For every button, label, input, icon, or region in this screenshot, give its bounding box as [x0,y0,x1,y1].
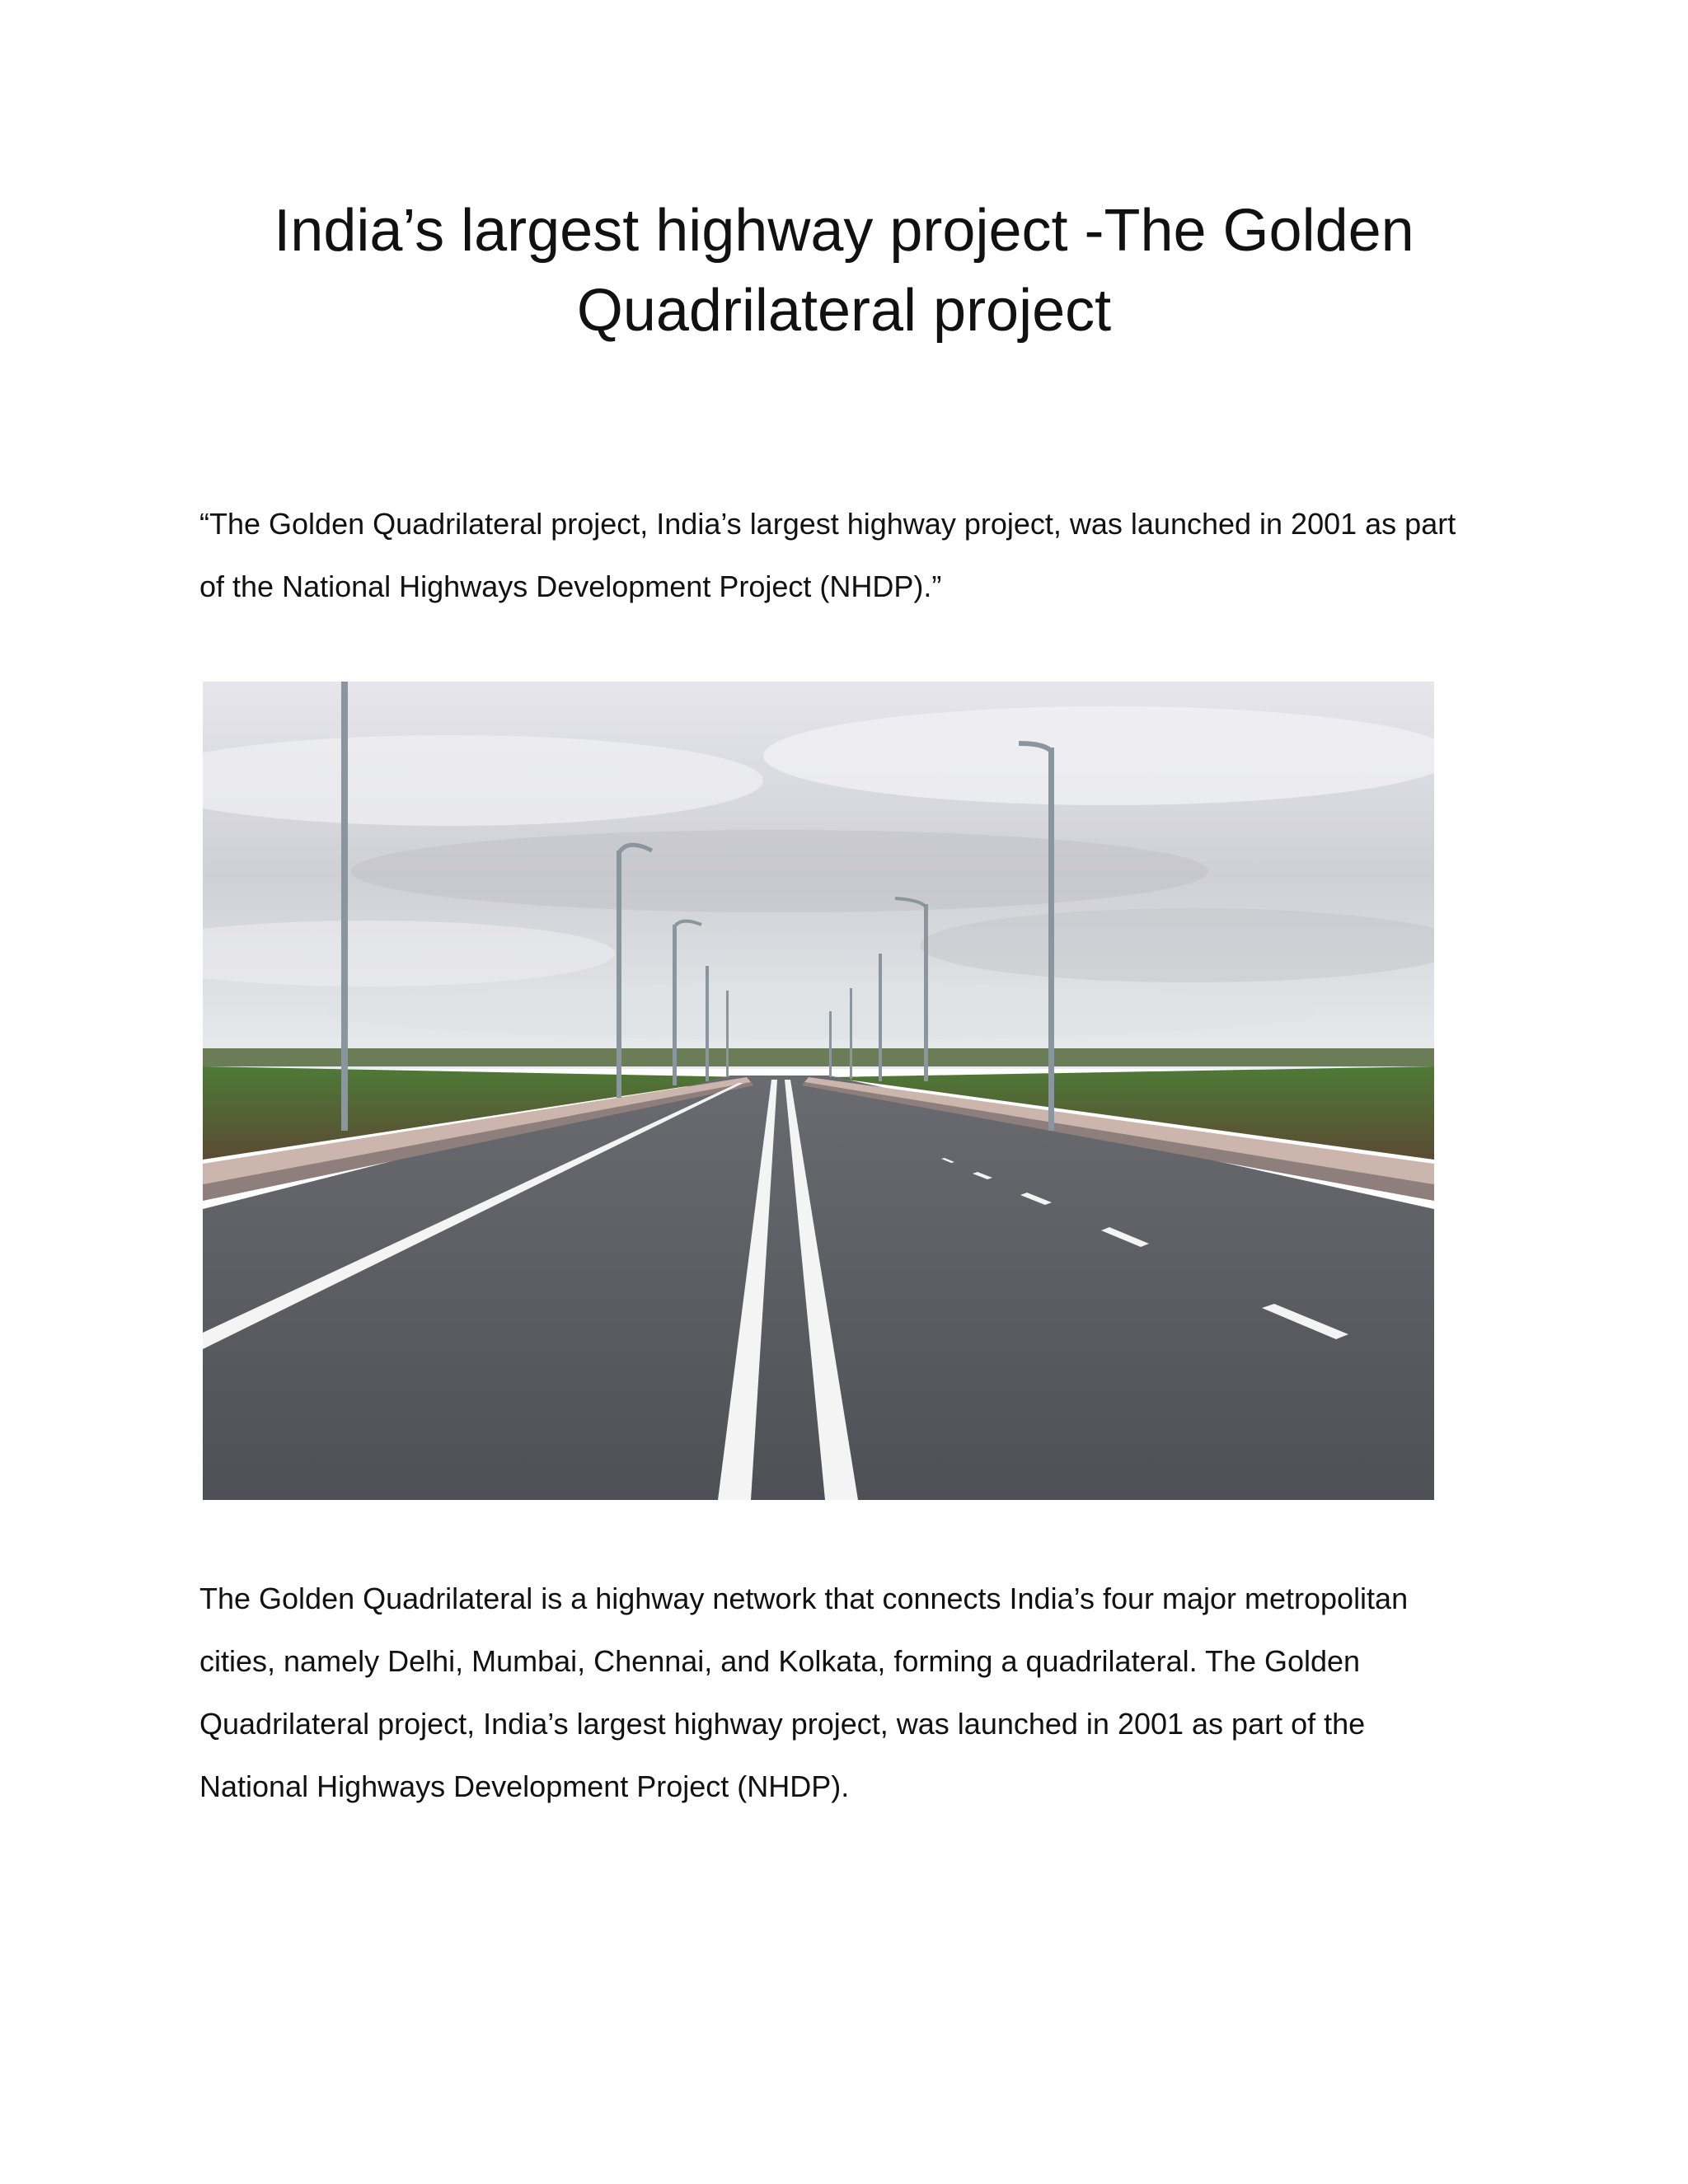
body-paragraph: The Golden Quadrilateral is a highway network that connects India’s four major metropolitan cities, namely Delhi, Mumbai, Chennai, and Kolkata, forming a quadrilateral. The Golden Quadrilateral project, India’s largest highway project, was launched in 2001 as part of the National Highways Development Project (NHDP). [199,1582,1409,1803]
intro-quote: “The Golden Quadrilateral project, India’s largest highway project, was launched in 2001 as part of the National Highways Development Project (NHDP).” [199,507,1456,603]
document-title: India’s largest highway project -The Golden Quadrilateral project [274,198,1414,344]
highway-photo [203,682,1434,1500]
